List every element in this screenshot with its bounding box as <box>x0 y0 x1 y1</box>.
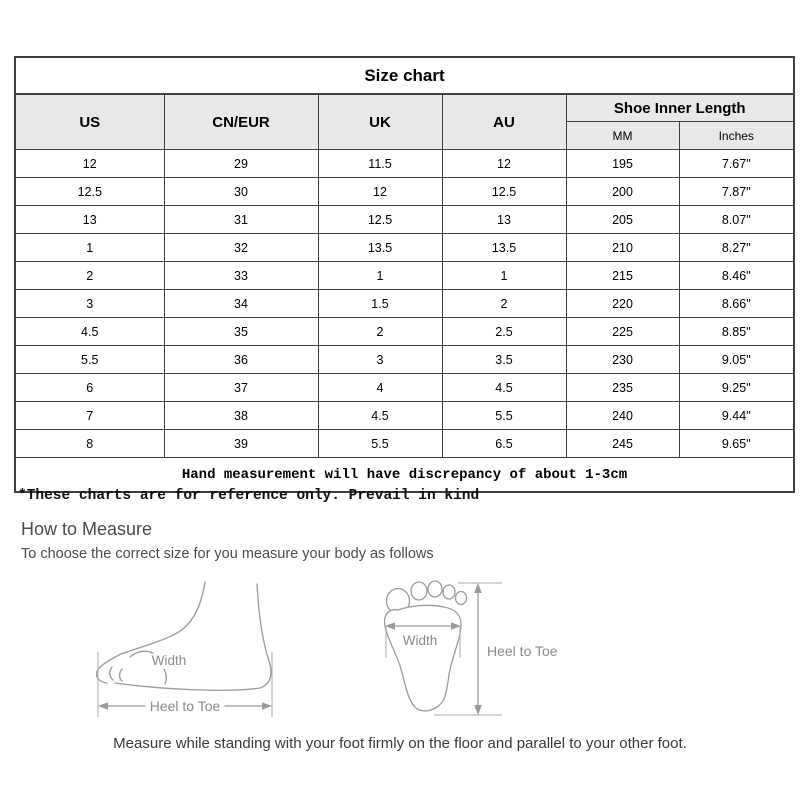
table-cell: 6.5 <box>442 430 566 458</box>
col-header-au: AU <box>442 94 566 150</box>
foot-sole-outline <box>385 605 461 711</box>
table-cell: 36 <box>164 346 318 374</box>
col-header-mm: MM <box>566 122 679 150</box>
table-cell: 220 <box>566 290 679 318</box>
col-header-cn-eur: CN/EUR <box>164 94 318 150</box>
table-cell: 13.5 <box>318 234 442 262</box>
table-cell: 32 <box>164 234 318 262</box>
arrowhead-bottom <box>474 705 482 715</box>
table-footnote: Hand measurement will have discrepancy of about 1-3cm <box>15 458 794 493</box>
table-cell: 2.5 <box>442 318 566 346</box>
size-chart-table <box>14 56 795 493</box>
table-cell: 12.5 <box>15 178 164 206</box>
table-row <box>15 206 794 234</box>
col-header-uk: UK <box>318 94 442 150</box>
table-cell: 205 <box>566 206 679 234</box>
table-cell: 8.46" <box>679 262 794 290</box>
top-heel-to-toe-label: Heel to Toe <box>487 643 558 659</box>
table-cell: 225 <box>566 318 679 346</box>
table-cell: 9.65" <box>679 430 794 458</box>
table-cell: 200 <box>566 178 679 206</box>
table-cell: 33 <box>164 262 318 290</box>
table-cell: 4.5 <box>442 374 566 402</box>
table-cell: 39 <box>164 430 318 458</box>
side-width-label: Width <box>151 653 187 668</box>
toe-crease-1 <box>110 667 113 680</box>
foot-side-view-diagram <box>85 576 290 724</box>
table-cell: 1 <box>442 262 566 290</box>
table-row <box>15 430 794 458</box>
table-cell: 29 <box>164 150 318 178</box>
table-row <box>15 234 794 262</box>
table-cell: 8.85" <box>679 318 794 346</box>
table-row <box>15 178 794 206</box>
table-cell: 235 <box>566 374 679 402</box>
table-cell: 195 <box>566 150 679 178</box>
table-cell: 6 <box>15 374 164 402</box>
arrowhead-left <box>98 702 108 710</box>
toe-3 <box>428 581 442 597</box>
table-cell: 7 <box>15 402 164 430</box>
toe-knuckle-arc <box>130 651 153 657</box>
table-cell: 1 <box>15 234 164 262</box>
table-cell: 5.5 <box>318 430 442 458</box>
table-cell: 2 <box>318 318 442 346</box>
table-cell: 8.66" <box>679 290 794 318</box>
table-cell: 12.5 <box>442 178 566 206</box>
measure-caption: Measure while standing with your foot firmly on the floor and parallel to your other foot. <box>113 735 687 752</box>
table-cell: 3 <box>15 290 164 318</box>
table-cell: 12.5 <box>318 206 442 234</box>
table-cell: 240 <box>566 402 679 430</box>
table-cell: 3 <box>318 346 442 374</box>
table-cell: 5.5 <box>442 402 566 430</box>
table-cell: 9.44" <box>679 402 794 430</box>
table-cell: 13 <box>442 206 566 234</box>
table-cell: 3.5 <box>442 346 566 374</box>
table-title: Size chart <box>15 57 794 94</box>
foot-instep-line <box>121 582 205 654</box>
table-cell: 1.5 <box>318 290 442 318</box>
table-cell: 7.67" <box>679 150 794 178</box>
col-header-shoe-inner-length: Shoe Inner Length <box>566 94 794 122</box>
size-table-body <box>15 150 794 458</box>
top-width-label: Width <box>402 633 438 648</box>
table-cell: 4.5 <box>318 402 442 430</box>
table-row <box>15 318 794 346</box>
table-row <box>15 346 794 374</box>
table-cell: 4 <box>318 374 442 402</box>
table-cell: 8.27" <box>679 234 794 262</box>
table-cell: 5.5 <box>15 346 164 374</box>
table-cell: 7.87" <box>679 178 794 206</box>
table-footnote-row <box>15 458 794 493</box>
table-row <box>15 150 794 178</box>
table-row <box>15 262 794 290</box>
toe-crease-2 <box>120 669 123 681</box>
table-cell: 1 <box>318 262 442 290</box>
table-title-row <box>15 57 794 94</box>
table-cell: 34 <box>164 290 318 318</box>
table-cell: 35 <box>164 318 318 346</box>
table-row <box>15 374 794 402</box>
table-row <box>15 402 794 430</box>
table-cell: 11.5 <box>318 150 442 178</box>
foot-heel-sole-line <box>115 584 271 690</box>
foot-toe-line <box>96 654 121 683</box>
table-cell: 30 <box>164 178 318 206</box>
table-cell: 9.05" <box>679 346 794 374</box>
col-header-us: US <box>15 94 164 150</box>
table-cell: 13.5 <box>442 234 566 262</box>
table-cell: 31 <box>164 206 318 234</box>
table-cell: 215 <box>566 262 679 290</box>
table-cell: 4.5 <box>15 318 164 346</box>
foot-top-view-diagram <box>368 576 583 726</box>
table-cell: 12 <box>15 150 164 178</box>
table-cell: 2 <box>442 290 566 318</box>
table-cell: 2 <box>15 262 164 290</box>
arrowhead-right <box>262 702 272 710</box>
table-cell: 8.07" <box>679 206 794 234</box>
toe-5 <box>456 592 467 605</box>
side-heel-to-toe-label: Heel to Toe <box>149 698 221 714</box>
table-header-row <box>15 94 794 122</box>
toe-2 <box>411 582 427 600</box>
table-cell: 12 <box>318 178 442 206</box>
reference-note: *These charts are for reference only. Prevail in kind <box>18 488 480 504</box>
table-cell: 210 <box>566 234 679 262</box>
table-cell: 13 <box>15 206 164 234</box>
col-header-inches: Inches <box>679 122 794 150</box>
how-to-measure-subheading: To choose the correct size for you measure your body as follows <box>21 546 434 562</box>
table-cell: 9.25" <box>679 374 794 402</box>
table-cell: 245 <box>566 430 679 458</box>
table-cell: 37 <box>164 374 318 402</box>
table-row <box>15 290 794 318</box>
toe-4 <box>443 585 455 599</box>
how-to-measure-heading: How to Measure <box>21 519 153 539</box>
table-cell: 38 <box>164 402 318 430</box>
table-cell: 12 <box>442 150 566 178</box>
table-cell: 8 <box>15 430 164 458</box>
table-cell: 230 <box>566 346 679 374</box>
arrowhead-top <box>474 583 482 593</box>
width-pointer-line <box>164 669 166 684</box>
